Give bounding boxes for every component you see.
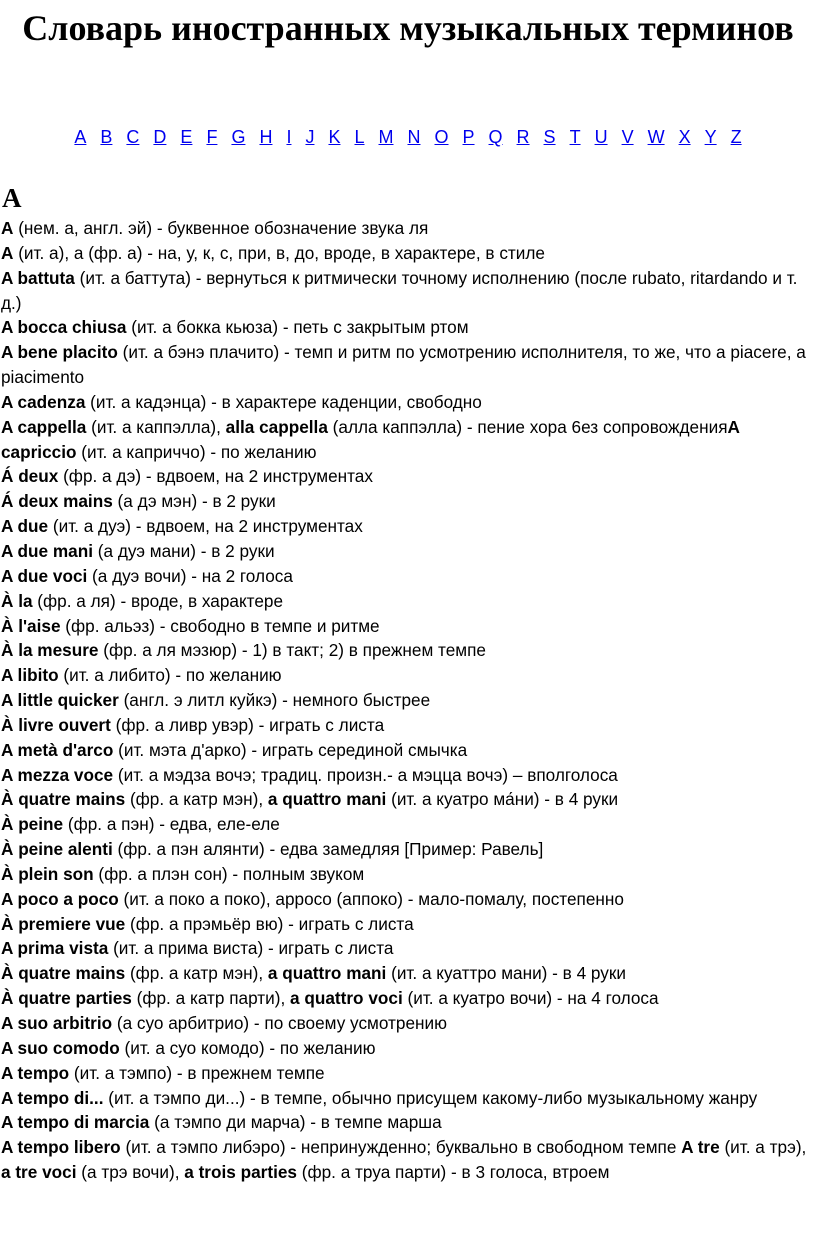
entry-definition: (фр. а катр мэн), — [125, 789, 268, 810]
letter-link-s[interactable]: S — [543, 127, 556, 147]
entry-term: À peine — [1, 814, 64, 835]
entry-term: À quatre parties — [1, 988, 132, 1009]
letter-link-r[interactable]: R — [516, 127, 530, 147]
letter-link-f[interactable]: F — [206, 127, 218, 147]
entry-term: A due voci — [1, 565, 88, 586]
dictionary-entry — [1, 787, 815, 812]
entry-term: A poco a poco — [1, 888, 119, 909]
entry-term: À la — [1, 590, 33, 611]
dictionary-entry — [1, 216, 815, 241]
dictionary-entry — [1, 241, 815, 266]
entry-definition: (алла каппэлла) - пение хора 6ез сопровождения — [327, 416, 728, 437]
entry-definition: (а суо арбитрио) - по своему усмотрению — [112, 1013, 448, 1033]
entry-term: A little quicker — [1, 690, 119, 711]
entry-definition: (ит. а каппэлла), — [86, 416, 226, 437]
dictionary-entry — [1, 539, 815, 564]
entry-definition: (ит. а бэнэ плачито) - темп и ритм по усмотрению исполнителя, то же, что a piacere, a piacimento — [1, 342, 806, 388]
entry-term: A tempo di marcia — [1, 1112, 150, 1133]
dictionary-entry — [1, 663, 815, 688]
entry-term: Á deux mains — [1, 491, 113, 512]
entry-term: À premiere vue — [1, 913, 126, 934]
entry-term: À livre ouvert — [1, 714, 111, 735]
dictionary-entry — [1, 489, 815, 514]
entry-term: A cappella — [1, 416, 87, 437]
dictionary-entry — [1, 936, 815, 961]
dictionary-entry — [1, 862, 815, 887]
dictionary-entry — [1, 763, 815, 788]
entry-definition: (ит. а кадэнца) - в характере каденции, свободно — [85, 391, 482, 412]
dictionary-entry — [1, 514, 815, 539]
entry-definition: (фр. а плэн сон) - полным звуком — [93, 863, 365, 884]
letter-link-a[interactable]: A — [74, 127, 87, 147]
entry-term: a quattro mani — [267, 963, 387, 984]
entry-term: A libito — [1, 665, 59, 686]
entry-term: A tre — [681, 1137, 720, 1158]
letter-link-j[interactable]: J — [305, 127, 315, 147]
entry-term: A metà d'arco — [1, 739, 114, 760]
entry-term: À quatre mains — [1, 789, 126, 810]
entry-definition: (фр. а ля) - вроде, в характере — [32, 590, 284, 611]
entry-term: A — [1, 218, 14, 238]
letter-link-q[interactable]: Q — [488, 127, 503, 147]
entry-term: À plein son — [1, 863, 94, 884]
entry-term: A tempo di... — [1, 1087, 104, 1108]
entry-definition: (ит. а либито) - по желанию — [58, 665, 282, 686]
entry-definition: (а трэ вочи), — [76, 1162, 185, 1183]
entry-definition: (ит. а поко а поко), appoco (аппоко) - мало-помалу, постепенно — [118, 888, 624, 909]
letter-link-k[interactable]: K — [328, 127, 341, 147]
entry-term: A due — [1, 516, 49, 537]
entry-definition: (фр. а прэмьёр вю) - играть с листа — [125, 913, 414, 934]
letter-link-o[interactable]: O — [434, 127, 449, 147]
dictionary-entry — [1, 614, 815, 639]
letter-link-x[interactable]: X — [678, 127, 691, 147]
dictionary-entry — [1, 986, 815, 1011]
entry-definition: (ит. а тэмпо) - в прежнем темпе — [69, 1062, 325, 1083]
entry-term: a trois parties — [184, 1162, 297, 1183]
entry-term: À la mesure — [1, 640, 99, 661]
letter-link-d[interactable]: D — [153, 127, 167, 147]
entry-definition: (фр. а катр мэн), — [125, 963, 268, 984]
entry-definition: (ит. а куаттро мани) - в 4 руки — [386, 963, 626, 984]
letter-link-e[interactable]: E — [180, 127, 193, 147]
entry-term: A suo comodo — [1, 1037, 120, 1058]
letter-link-h[interactable]: H — [259, 127, 273, 147]
entry-definition: (ит. а трэ), — [719, 1137, 807, 1158]
dictionary-entry — [1, 638, 815, 663]
entry-term: alla cappella — [225, 416, 328, 437]
entry-definition: (фр. а ля мэзюр) - 1) в такт; 2) в прежнем темпе — [98, 640, 486, 661]
letter-link-c[interactable]: C — [126, 127, 140, 147]
entry-term: À peine alenti — [1, 839, 113, 860]
dictionary-entry — [1, 589, 815, 614]
entry-definition: (англ. э литл куйкэ) - немного быстрее — [118, 690, 431, 711]
dictionary-entry — [1, 1086, 815, 1111]
letter-link-v[interactable]: V — [621, 127, 634, 147]
entry-definition: (ит. а тэмпо ди...) - в темпе, обычно присущем какому-либо музыкальному жанру — [103, 1087, 758, 1108]
entry-definition: (фр. а дэ) - вдвоем, на 2 инструментах — [58, 466, 373, 487]
entry-term: A due mani — [1, 540, 93, 561]
dictionary-entry — [1, 1135, 815, 1185]
dictionary-entry — [1, 713, 815, 738]
entry-definition: (нем. а, англ. эй) - буквенное обозначение звука ля — [13, 218, 429, 238]
entry-definition: (ит. а), а (фр. а) - на, у, к, с, при, в, до, вроде, в характере, в стиле — [13, 242, 545, 263]
entry-term: A cadenza — [1, 391, 86, 412]
entry-definition: (фр. а труа парти) - в 3 голоса, втроем — [296, 1162, 610, 1183]
entry-definition: (фр. а пэн) - едва, еле-еле — [63, 814, 280, 835]
dictionary-entry — [1, 688, 815, 713]
dictionary-entry — [1, 315, 815, 340]
entry-definition: (ит. а дуэ) - вдвоем, на 2 инструментах — [48, 516, 363, 537]
letter-link-l[interactable]: L — [354, 127, 365, 147]
dictionary-entry — [1, 266, 815, 316]
entry-definition: (фр. а катр парти), — [131, 988, 291, 1009]
entry-term: a tre voci — [1, 1162, 77, 1183]
dictionary-entry — [1, 1110, 815, 1135]
letter-link-z[interactable]: Z — [730, 127, 742, 147]
dictionary-entry — [1, 837, 815, 862]
letter-link-t[interactable]: T — [569, 127, 581, 147]
section-heading: A — [2, 183, 22, 213]
entry-term: A mezza voce — [1, 764, 114, 785]
dictionary-entry — [1, 564, 815, 589]
entry-definition: (а дуэ вочи) - на 2 голоса — [87, 565, 293, 586]
dictionary-entry — [1, 961, 815, 986]
dictionary-entry — [1, 738, 815, 763]
dictionary-entry — [1, 912, 815, 937]
entry-term: À quatre mains — [1, 963, 126, 984]
letter-link-i[interactable]: I — [286, 127, 292, 147]
dictionary-entry — [1, 887, 815, 912]
page-title: Словарь иностранных музыкальных терминов — [22, 8, 794, 48]
entry-term: A bocca chiusa — [1, 317, 127, 338]
entry-definition: (ит. а каприччо) - по желанию — [76, 441, 317, 462]
entry-definition: (ит. а бокка кьюза) - петь с закрытым ртом — [126, 317, 469, 338]
letter-link-w[interactable]: W — [647, 127, 665, 147]
entry-term: A capriccio — [1, 416, 740, 462]
letter-link-m[interactable]: M — [378, 127, 394, 147]
entry-definition: (ит. а мэдза вочэ; традиц. произн.- а мэцца вочэ) – вполголоса — [113, 764, 618, 785]
dictionary-entry — [1, 340, 815, 390]
dictionary-entry — [1, 415, 815, 465]
entry-term: A — [1, 242, 14, 263]
entry-term: A suo arbitrio — [1, 1013, 113, 1033]
letter-link-p[interactable]: P — [462, 127, 475, 147]
letter-link-b[interactable]: B — [100, 127, 113, 147]
dictionary-entry — [1, 1011, 815, 1036]
alphabet-index — [0, 125, 816, 149]
dictionary-entry — [1, 390, 815, 415]
letter-link-u[interactable]: U — [594, 127, 608, 147]
entry-term: A prima vista — [1, 938, 109, 959]
entry-term: Á deux — [1, 466, 59, 487]
dictionary-entry — [1, 464, 815, 489]
entry-term: A bene placito — [1, 342, 118, 363]
entry-definition: (ит. мэта д'арко) - играть серединой смычка — [113, 739, 468, 760]
dictionary-entry — [1, 1036, 815, 1061]
entry-definition: (фр. а ливр увэр) - играть с листа — [110, 714, 385, 735]
entry-definition: (фр. а пэн алянти) - едва замедляя [Пример: Равель] — [112, 839, 544, 860]
entry-definition: (ит. а прима виста) - играть с листа — [108, 938, 394, 959]
entry-definition: (ит. а тэмпо либэро) - непринужденно; буквально в свободном темпе — [120, 1137, 682, 1158]
dictionary-entries — [1, 216, 815, 1185]
entry-definition: (а дуэ мани) - в 2 руки — [93, 540, 275, 561]
letter-link-n[interactable]: N — [407, 127, 421, 147]
entry-term: A tempo — [1, 1062, 70, 1083]
entry-definition: (ит. а куатро ма́ни) - в 4 руки — [386, 789, 619, 810]
entry-term: A battuta — [1, 267, 75, 288]
dictionary-entry — [1, 1061, 815, 1086]
entry-term: a quattro mani — [267, 789, 387, 810]
entry-term: À l'aise — [1, 615, 61, 636]
entry-definition: (ит. а баттута) - вернуться к ритмически точному исполнению (после rubato, ritardando и т. д.) — [1, 267, 798, 313]
entry-definition: (ит. а суо комодо) - по желанию — [119, 1037, 376, 1058]
letter-link-y[interactable]: Y — [704, 127, 717, 147]
entry-definition: (ит. а куатро вочи) - на 4 голоса — [402, 988, 659, 1009]
letter-link-g[interactable]: G — [231, 127, 246, 147]
entry-definition: (а дэ мэн) - в 2 руки — [112, 491, 276, 512]
dictionary-entry — [1, 812, 815, 837]
entry-definition: (а тэмпо ди марча) - в темпе марша — [149, 1112, 442, 1133]
entry-term: A tempo libero — [1, 1137, 121, 1158]
entry-definition: (фр. альэз) - свободно в темпе и ритме — [60, 615, 380, 636]
entry-term: a quattro voci — [290, 988, 403, 1009]
